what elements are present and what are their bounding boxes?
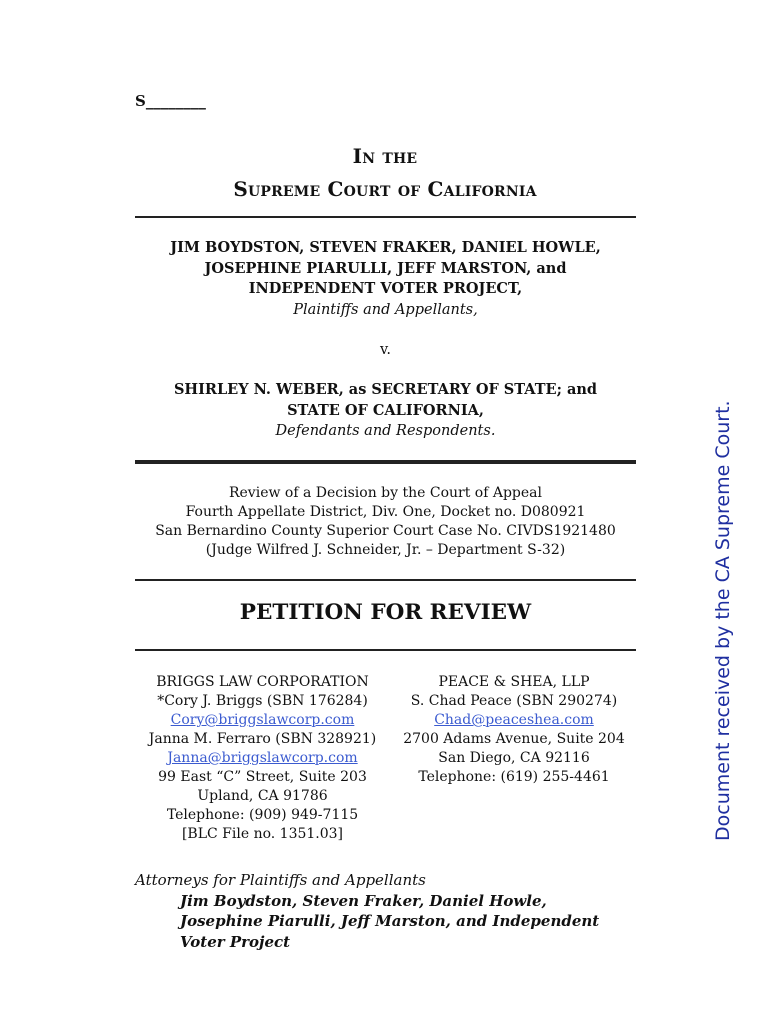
divider-title (135, 649, 636, 651)
respondents-block (135, 380, 636, 442)
respondents-line-1: SHIRLEY N. WEBER, as SECRETARY OF STATE; and (173, 381, 598, 398)
firm-right (392, 673, 636, 787)
firm-left-address-1: 99 East “C” Street, Suite 203 (158, 769, 367, 785)
versus: v. (379, 342, 392, 358)
court-line-1: In the (352, 144, 418, 168)
review-line-2: Fourth Appellate District, Div. One, Docket no. D080921 (185, 504, 586, 520)
firm-left-name: BRIGGS LAW CORPORATION (156, 674, 369, 690)
firm-right-address-1: 2700 Adams Avenue, Suite 204 (403, 731, 625, 747)
firm-left-attorney-1: *Cory J. Briggs (SBN 176284) (157, 693, 368, 709)
firm-right-phone: Telephone: (619) 255-4461 (418, 769, 610, 785)
respondents-role: Defendants and Respondents. (275, 423, 496, 439)
firm-left-email-1[interactable]: Cory@briggslawcorp.com (170, 712, 355, 728)
divider-top (135, 216, 636, 218)
divider-thick (135, 460, 636, 464)
firm-right-name: PEACE & SHEA, LLP (438, 674, 590, 690)
firm-right-attorney-1: S. Chad Peace (SBN 290274) (410, 693, 618, 709)
firm-right-address-2: San Diego, CA 92116 (438, 750, 590, 766)
firm-right-email-1[interactable]: Chad@peaceshea.com (434, 712, 594, 728)
clients-line-3: Voter Project (180, 932, 291, 951)
firm-left-address-2: Upland, CA 91786 (197, 788, 328, 804)
firm-left-email-2[interactable]: Janna@briggslawcorp.com (167, 750, 358, 766)
review-line-4: (Judge Wilfred J. Schneider, Jr. – Department S-32) (205, 542, 566, 558)
firm-left (135, 673, 390, 844)
clients-line-1: Jim Boydston, Steven Fraker, Daniel Howle, (180, 891, 547, 910)
document-title: PETITION FOR REVIEW (239, 600, 532, 625)
case-number: S________ (135, 92, 206, 110)
appellants-line-3: INDEPENDENT VOTER PROJECT, (248, 280, 523, 297)
review-block (135, 484, 636, 560)
court-heading (135, 140, 635, 206)
firm-left-attorney-2: Janna M. Ferraro (SBN 328921) (148, 731, 377, 747)
review-line-1: Review of a Decision by the Court of Appeal (228, 485, 542, 501)
firm-left-file: [BLC File no. 1351.03] (181, 826, 344, 842)
attorneys-for-label: Attorneys for Plaintiffs and Appellants (135, 871, 426, 889)
appellants-block (135, 238, 636, 320)
clients-line-2: Josephine Piarulli, Jeff Marston, and Independent (180, 912, 600, 930)
appellants-line-2: JOSEPHINE PIARULLI, JEFF MARSTON, and (204, 259, 567, 277)
respondents-line-2: STATE OF CALIFORNIA, (287, 401, 484, 419)
divider-review (135, 579, 636, 581)
appellants-line-1: JIM BOYDSTON, STEVEN FRAKER, DANIEL HOWLE, (170, 239, 601, 256)
firm-left-phone: Telephone: (909) 949-7115 (166, 807, 359, 823)
appellants-role: Plaintiffs and Appellants, (293, 301, 478, 318)
attorneys-for-block (135, 870, 695, 952)
court-line-2: Supreme Court of California (233, 177, 537, 201)
received-stamp: Document received by the CA Supreme Court. (712, 400, 734, 841)
review-line-3: San Bernardino County Superior Court Case No. CIVDS1921480 (155, 523, 616, 539)
